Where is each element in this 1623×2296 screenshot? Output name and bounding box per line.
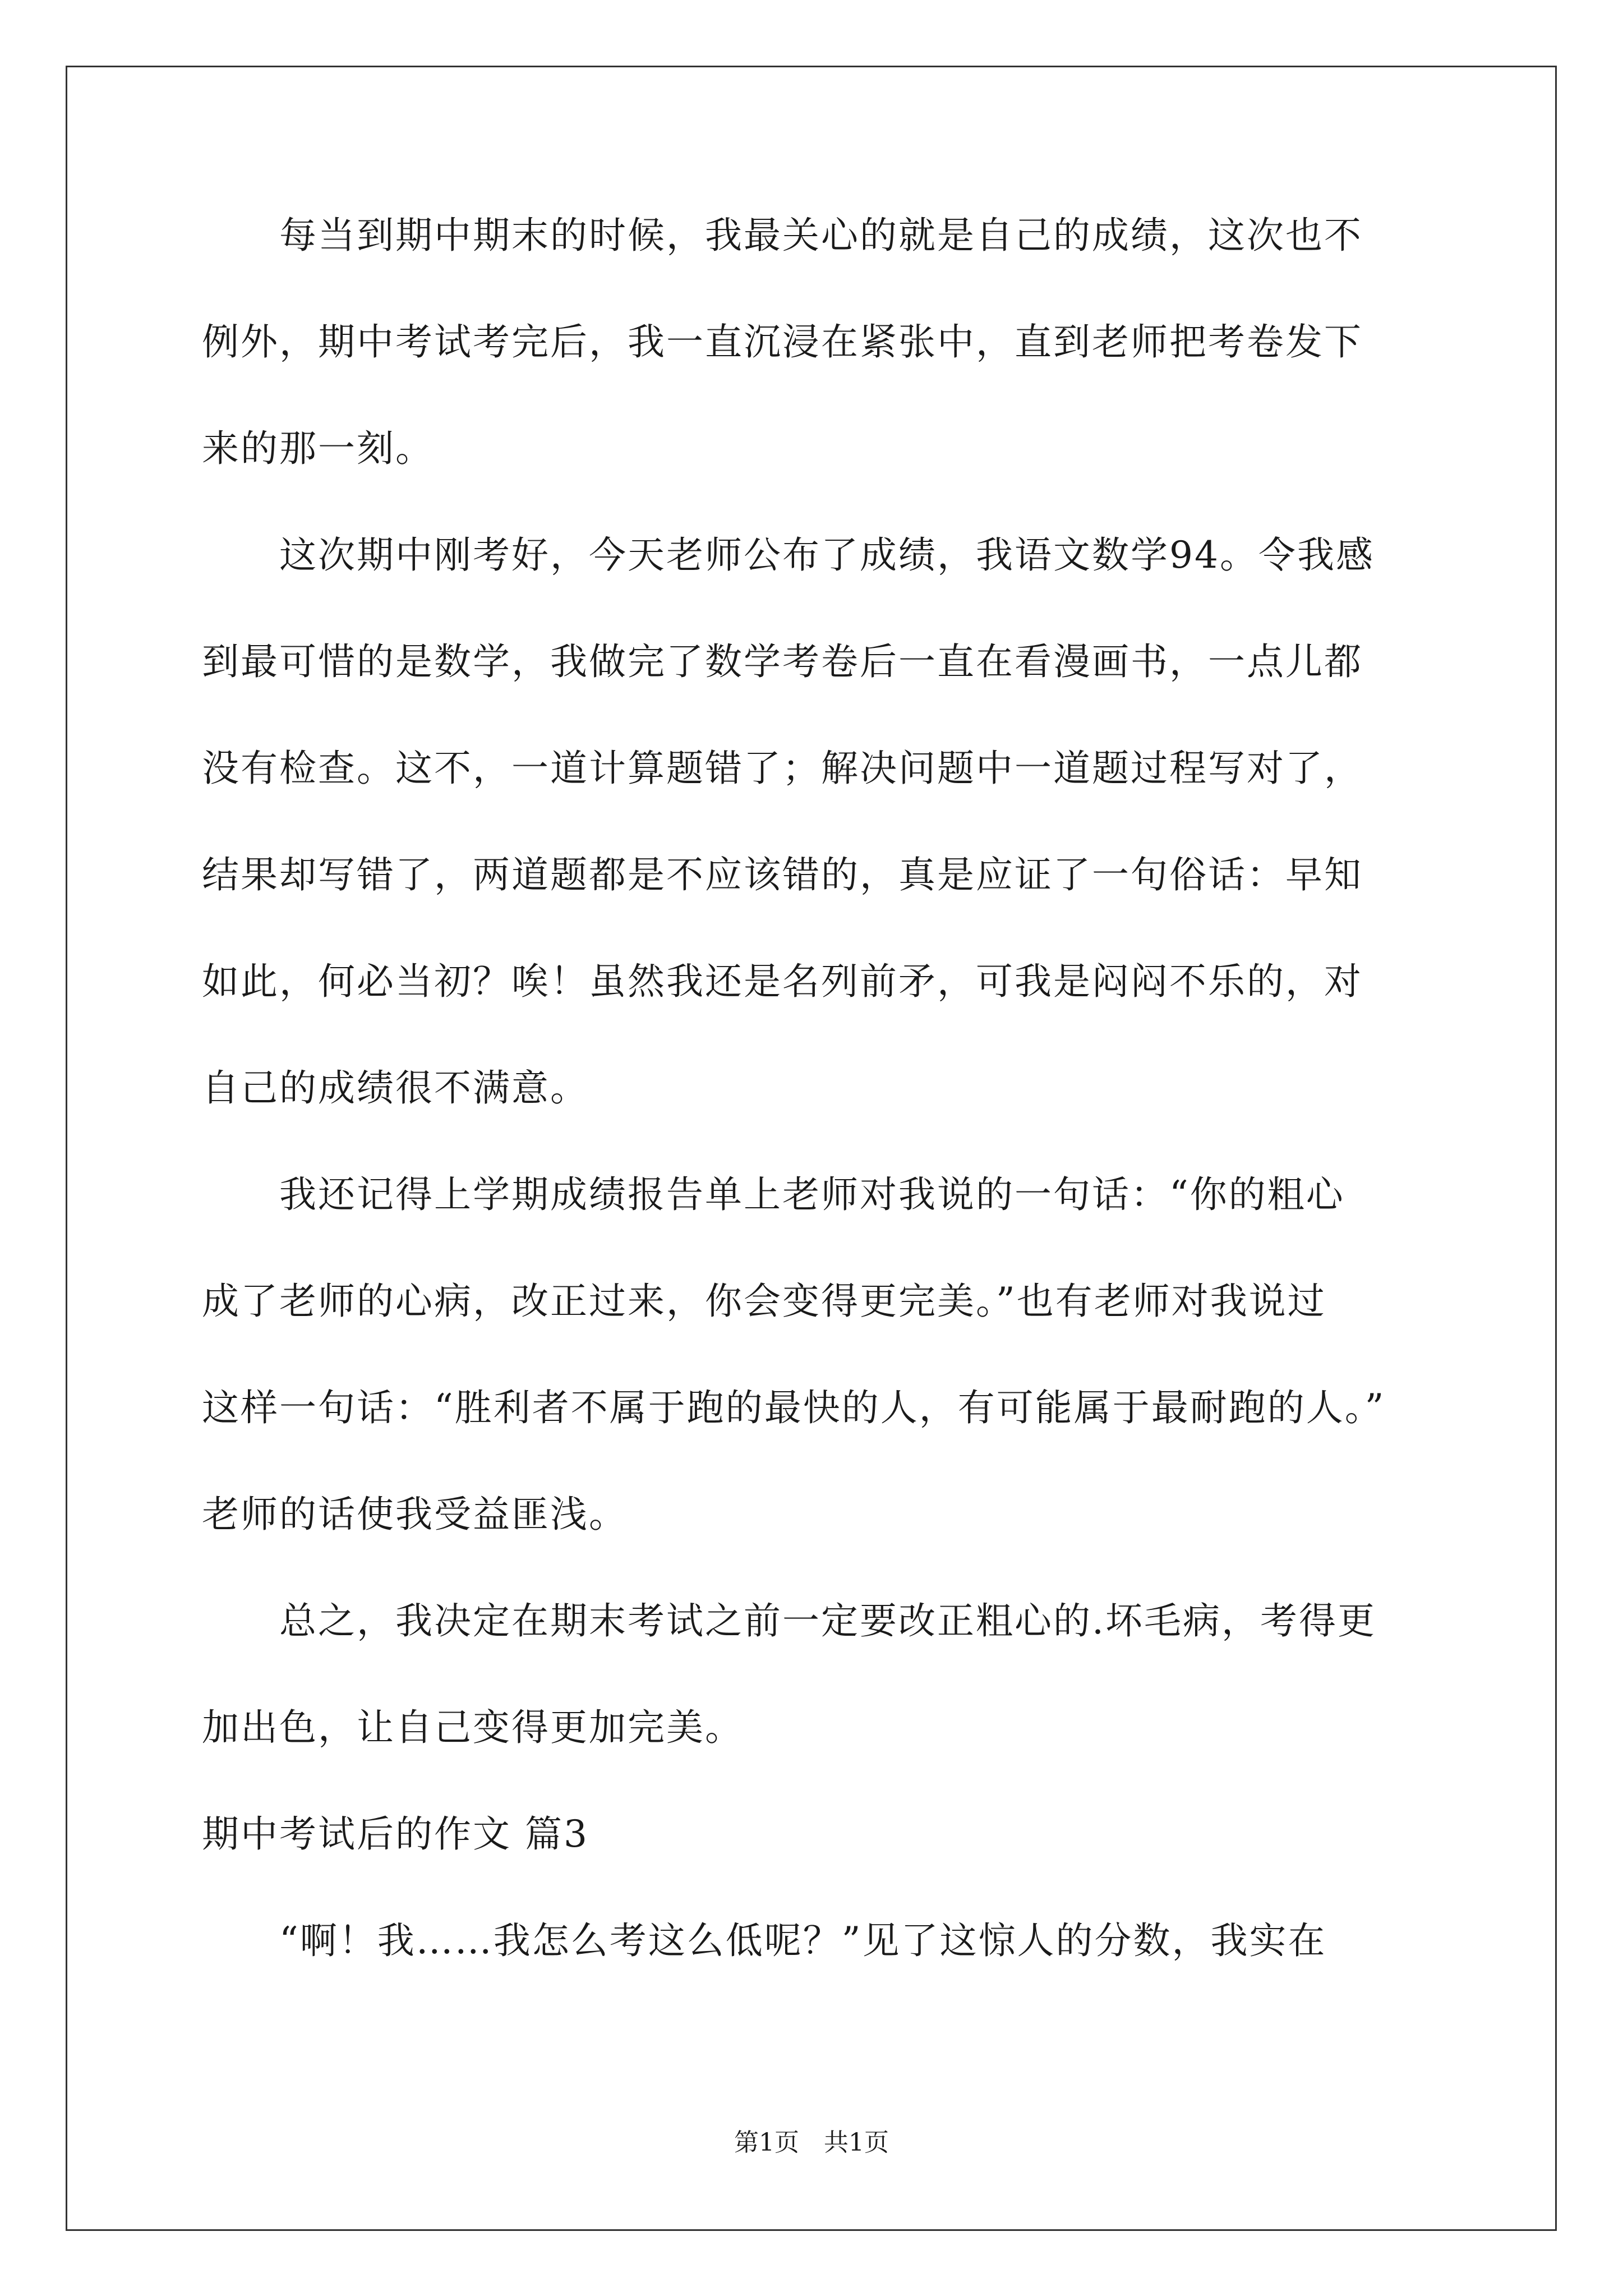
text-line: 总之，我决定在期末考试之前一定要改正粗心的.坏毛病，考得更 [202,1599,1376,1642]
text-line: “啊！我……我怎么考这么低呢？”见了这惊人的分数，我实在 [202,1919,1327,1962]
text-line: 老师的话使我受益匪浅。 [202,1493,628,1536]
text-line: 每当到期中期末的时候，我最关心的就是自己的成绩，这次也不 [202,214,1363,257]
text-line: 这次期中刚考好，今天老师公布了成绩，我语文数学94。令我感 [202,533,1375,577]
text-line: 例外，期中考试考完后，我一直沉浸在紧张中，直到老师把考卷发下 [202,320,1363,364]
section-heading: 期中考试后的作文 篇3 [202,1812,589,1856]
page-border [66,66,1557,2231]
text-line: 到最可惜的是数学，我做完了数学考卷后一直在看漫画书，一点儿都 [202,640,1363,683]
text-line: 如此，何必当初？唉！虽然我还是名列前矛，可我是闷闷不乐的，对 [202,960,1363,1003]
text-line: 这样一句话：“胜利者不属于跑的最快的人，有可能属于最耐跑的人。” [202,1386,1386,1429]
page-number-footer: 第1页 共1页 [734,2128,889,2157]
text-line: 结果却写错了，两道题都是不应该错的，真是应证了一句俗话：早知 [202,853,1363,896]
text-line: 自己的成绩很不满意。 [202,1066,589,1110]
text-line: 来的那一刻。 [202,427,434,470]
text-line: 我还记得上学期成绩报告单上老师对我说的一句话：“你的粗心 [202,1173,1345,1216]
text-line: 加出色，让自己变得更加完美。 [202,1706,744,1749]
text-line: 成了老师的心病，改正过来，你会变得更完美。”也有老师对我说过 [202,1280,1326,1323]
text-line: 没有检查。这不，一道计算题错了；解决问题中一道题过程写对了， [202,747,1363,790]
